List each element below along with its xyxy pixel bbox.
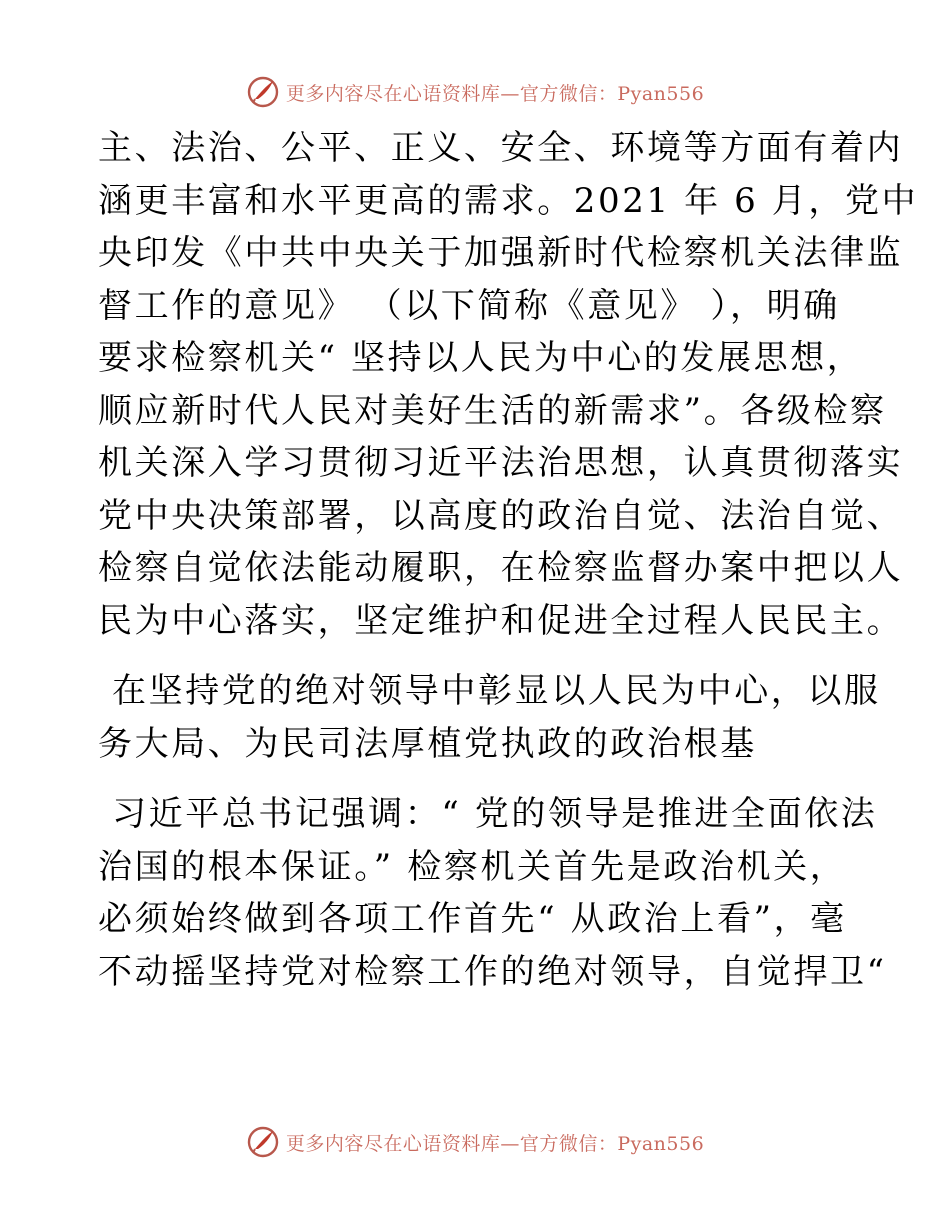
text-line: 督工作的意见》 （以下简称《意见》 ），明确 [98,285,840,326]
paragraph [98,788,887,998]
watermark-text: 更多内容尽在心语资料库—官方微信：Pyan556 [285,82,705,105]
paragraph [98,122,919,647]
text-line: 主、法治、公平、正义、安全、环境等方面有着内 [98,128,904,168]
text-line: 要求检察机关“ 坚持以人民为中心的发展思想， [98,338,864,378]
text-line: 治国的根本保证。” 检察机关首先是政治机关， [98,846,847,887]
quill-logo-icon [246,75,280,109]
text-line: 在坚持党的绝对领导中彰显以人民为中心，以服 [112,671,881,711]
document-body [98,122,919,998]
watermark-text: 更多内容尽在心语资料库—官方微信：Pyan556 [285,1132,705,1155]
text-line: 必须始终做到各项工作首先“ 从政治上看”，毫 [98,899,847,939]
text-line: 涵更丰富和水平更高的需求。2021 年 6 月，党中 [98,180,919,221]
text-line: 检察自觉依法能动履职，在检察监督办案中把以人 [98,548,904,588]
watermark-header [0,72,950,112]
text-line: 党中央决策部署，以高度的政治自觉、法治自觉、 [98,495,904,536]
text-line: 民为中心落实，坚定维护和促进全过程人民民主。 [98,600,904,641]
text-line: 央印发《中共中央关于加强新时代检察机关法律监 [98,233,904,273]
watermark-footer [0,1122,950,1162]
text-line: 务大局、为民司法厚植党执政的政治根基 [98,723,757,764]
section-heading [98,665,881,770]
text-line: 习近平总书记强调：“ 党的领导是推进全面依法 [112,794,878,834]
quill-logo-icon [246,1125,280,1159]
text-line: 不动摇坚持党对检察工作的绝对领导，自觉捍卫“ [98,951,887,992]
text-line: 机关深入学习贯彻习近平法治思想，认真贯彻落实 [98,443,904,483]
text-line: 顺应新时代人民对美好生活的新需求”。各级检察 [98,390,887,431]
